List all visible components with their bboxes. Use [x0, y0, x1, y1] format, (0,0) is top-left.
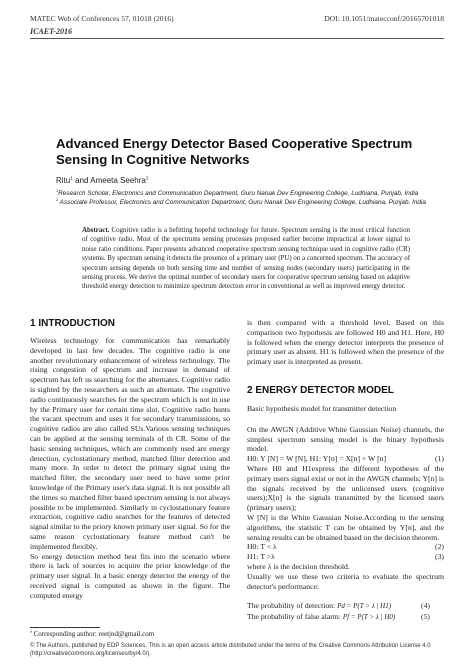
abstract-text: Cognitive radio is a befitting hopeful technology for future. Spectrum sensing is the most critical function of cognitive radio. Most of the spectrums sensing processes proposed earlier become impractical at lower signal to noise ratio conditions. Paper presents advanced cooperative spectrum sensing technique used in cognitive radio (CR) systems. By spectrum sensing it detects the presence of a primary user (PU) on a concerned spectrum. The accuracy of spectrum sensing depends on both sensing time and number of sensing nodes (secondary users) participating in the sensing process. We derive the optimal number of secondary users for cooperative spectrum sensing based on adaptive threshold energy detection to minimize spectrum detection error in conventional as well as improved energy detector.	[82, 227, 410, 291]
criteria-paragraph: Usually we use these two criteria to evaluate the spectrum detector's performance:	[247, 571, 444, 591]
footnote-sup: a	[30, 628, 32, 634]
equation-5-label: The probability of false alarm:	[247, 612, 341, 622]
equation-4-number: (4)	[421, 601, 430, 611]
equation-1-number: (1)	[435, 454, 444, 464]
section-heading-introduction: 1 INTRODUCTION	[30, 318, 115, 329]
awgn-paragraph: On the AWGN (Additive White Gaussian Noise) channels, the simplest spectrum sensing model is the binary hypothesis model.	[247, 424, 444, 454]
equation-2-text: H0: T < λ	[247, 542, 277, 552]
paper-title: Advanced Energy Detector Based Cooperative Spectrum Sensing In Cognitive Networks	[56, 136, 413, 167]
affil-1-sup: 1	[56, 188, 59, 193]
license-note: © The Authors, published by EDP Sciences. This is an open access article distributed under the terms of the Creative Commons Attribution License 4.0 (http://creativecommons.org/licenses/by/4.0/).	[30, 643, 431, 657]
footnote-text: Corresponding author: reetjnd@gmail.com	[31, 630, 155, 638]
author-1-sup: 1	[70, 176, 73, 182]
intro-paragraph-2: So energy detection method best fits into the scenario where there is lack of sources to acquire the prior knowledge of the primary user signal. In a basic energy detector the energy of the received signal is computed as shown in the figure. The computed energy	[30, 551, 230, 600]
doi: DOI: 10.1051/matecconf/20165701018	[324, 14, 444, 23]
conference-name: ICAET-2016	[30, 27, 72, 36]
right-column-top	[247, 318, 444, 367]
footnote-rule	[30, 627, 100, 628]
journal-reference: MATEC Web of Conferences 57, 01018 (2016)	[30, 14, 174, 23]
affiliation-1	[56, 190, 446, 198]
equation-4-label: The probability of detection:	[247, 601, 336, 611]
author-line	[56, 176, 149, 185]
author-and: and Ameeta Seehra	[72, 176, 146, 185]
equation-2	[247, 542, 444, 552]
affil-2-sup: 2	[56, 197, 59, 202]
hypothesis-subtext: Basic hypothesis model for transmitter detection	[247, 404, 397, 413]
left-column	[30, 336, 230, 601]
threshold-paragraph: where λ is the decision threshold.	[247, 561, 350, 571]
equation-1-text: H0: Y [N] = W [N], H1: Y[n] = X[n] + W [n]	[247, 454, 387, 464]
footnote	[30, 630, 154, 638]
affil-1-text: Research Scholar, Electronics and Communication Department, Guru Nanak Dev Engineering College, Ludhiana, Punjab, India	[58, 190, 419, 197]
equation-3-text: H1: T >λ	[247, 552, 275, 562]
right-column-body	[247, 404, 444, 623]
hypotheses-paragraph: Where H0 and H1express the different hypotheses of the primary users signal exist or not in the AWGN channels; Y[n] is the signals received by the unlicensed users (cognitive users);X[n] is the signals transmitted by the licensed users (primary users);	[247, 463, 445, 513]
noise-paragraph: W [N] is the White Gaussian Noise.According to the sensing algorithms, the statistic T can be obtained by Y[n], and the sensing results can be obtained based on the decision theorem.	[247, 512, 444, 542]
affiliation-2	[56, 199, 446, 207]
affil-2-text: Associate Professor, Electronics and Communication Department, Guru Nanak Dev Engineering College, Ludhiana, Punjab, India	[58, 199, 426, 206]
equation-4	[247, 601, 444, 612]
equation-3	[247, 552, 444, 562]
detector-paragraph: is then compared with a threshold level. Based on this comparison two hypothesis are followed H0 and H1. Here, H0 is followed when the energy detector interprets the presence of primary user as absent. H1 is followed when the presence of the primary user is interpreted as present.	[247, 318, 444, 367]
header-rule	[30, 38, 444, 39]
abstract	[82, 226, 410, 292]
equation-3-number: (3)	[435, 552, 444, 562]
equation-5	[247, 612, 444, 623]
equation-1	[247, 454, 444, 464]
equation-4-formula: Pd = P(T > λ | H1)	[337, 602, 392, 611]
section-heading-energy-detector: 2 ENERGY DETECTOR MODEL	[247, 385, 394, 396]
author-1: Ritu	[56, 176, 71, 185]
abstract-label: Abstract.	[82, 227, 110, 234]
author-2-sup: 2	[145, 176, 149, 182]
equation-5-number: (5)	[421, 612, 430, 622]
equation-5-formula: Pf = P(T > λ | H0)	[342, 613, 396, 622]
intro-paragraph-1: Wireless technology for communication has remarkably developed in last few decades. The cognitive radio is one another revolutionary enhancement of wireless technology. The rising congestion of spectrum and increase in demand of spectrum has left us searching for the alternates. Cognitive radio is sighted by the researchers as such an alternate. The cognitive radio continuously searches for the spectrum which is not in use by the Primary user for certain time slot. Cognitive radio hunts the vacant spectrum and uses it for secondary transmissions, so cognitive radios are also called SUs.Various sensing techniques can be applied at the sensing terminals of th CR. Some of the basic sensing techniques, which are commonly used are energy detection, cyclostationary method, matched filter detection and many more. In order to detect the primary signal using the matched filter, the secondary user need to have some prior knowledge of the Primary user's data signal. It is not possible all the times so matched filter based spectrum sensing is not always possible to be implemented. Similarly in cyclostationary feature extraction, cognitive radio searches for the features of detected signal similar to the priory known primary user signal. So for the same reason cyclostationary feature method can't be implemented flexibly.	[30, 336, 230, 551]
equation-2-number: (2)	[435, 542, 444, 552]
